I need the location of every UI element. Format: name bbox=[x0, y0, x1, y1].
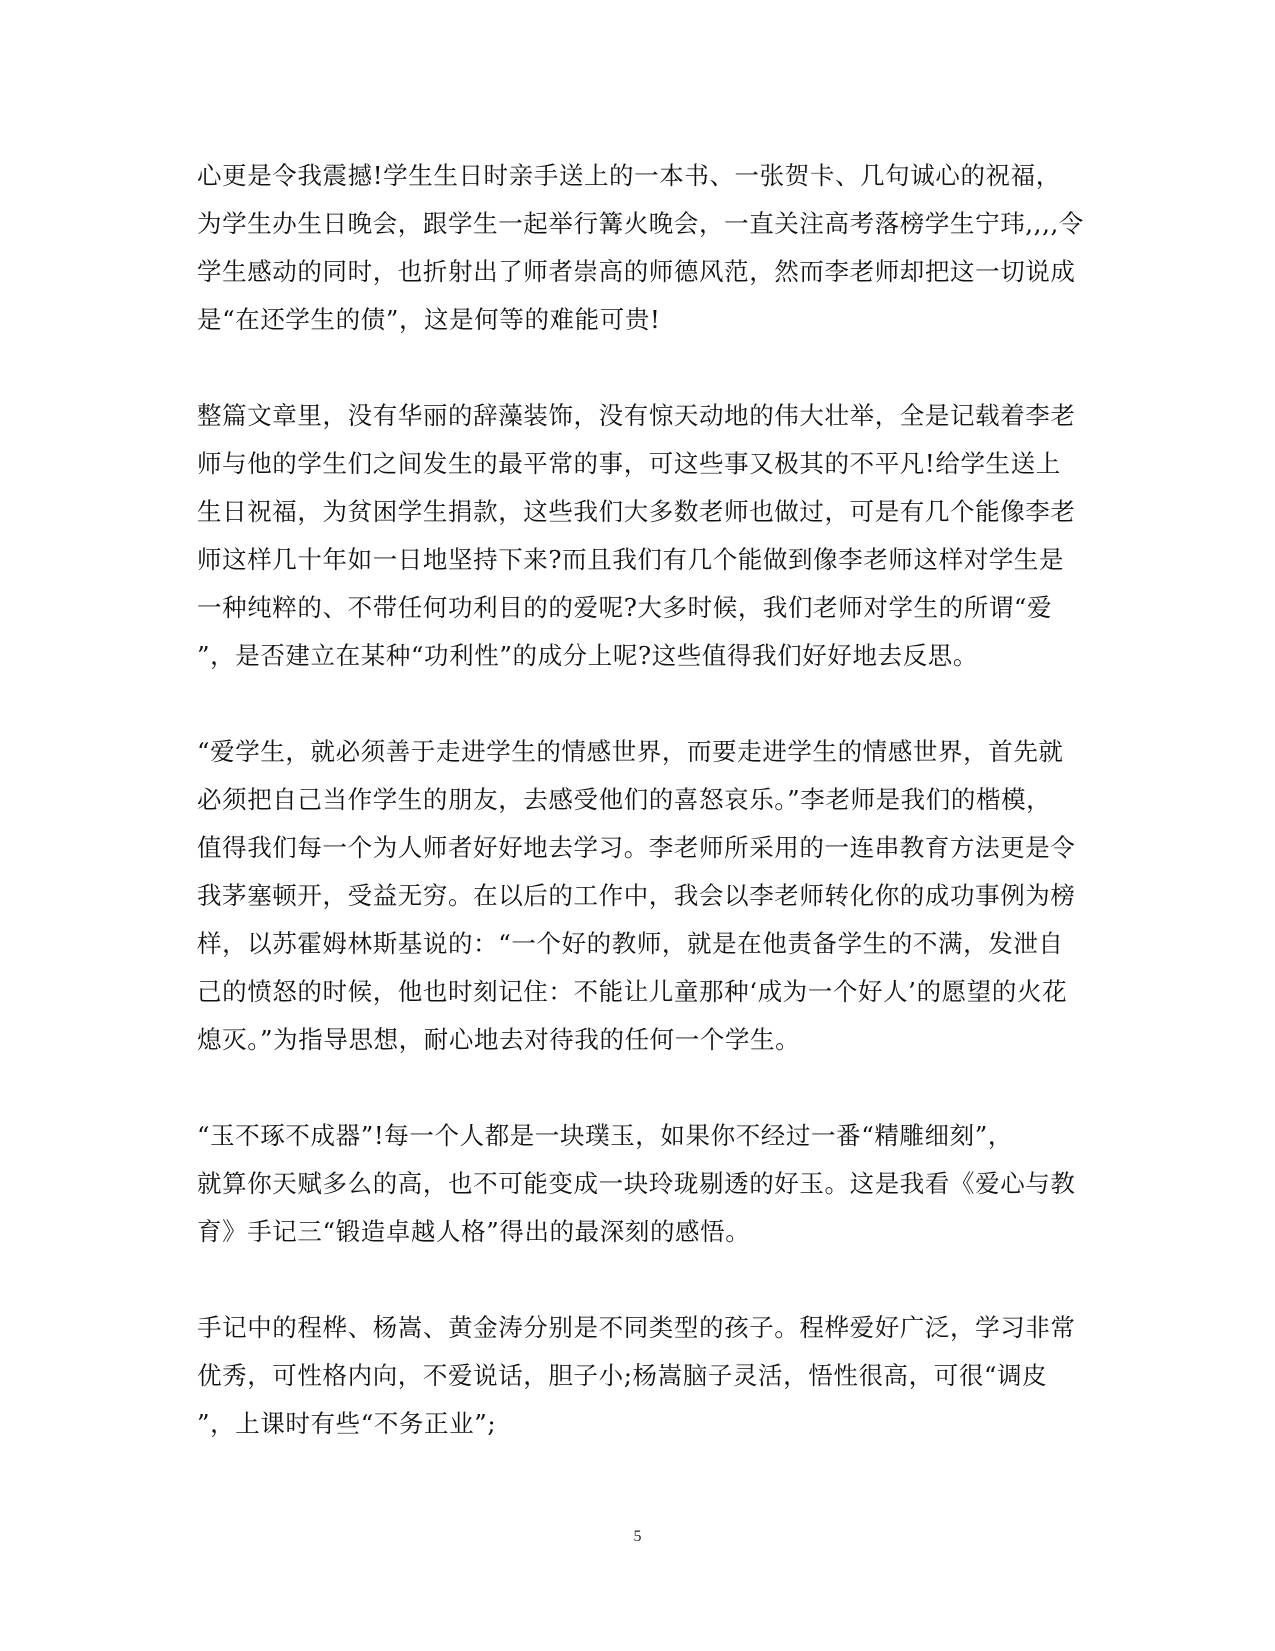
text-line: 生日祝福，为贫困学生捐款，这些我们大多数老师也做过，可是有几个能像李老 bbox=[197, 497, 1076, 526]
text-line: 熄灭。”为指导思想，耐心地去对待我的任何一个学生。 bbox=[197, 1025, 801, 1054]
text-line: “玉不琢不成器”!每一个人都是一块璞玉，如果你不经过一番“精雕细刻”， bbox=[197, 1121, 1013, 1150]
text-line: 手记中的程桦、杨嵩、黄金涛分别是不同类型的孩子。程桦爱好广泛，学习非常 bbox=[197, 1313, 1076, 1342]
text-line: 样，以苏霍姆林斯基说的：“一个好的教师，就是在他责备学生的不满，发泄自 bbox=[197, 929, 1064, 958]
text-line: 就算你天赋多么的高，也不可能变成一块玲珑剔透的好玉。这是我看《爱心与教 bbox=[197, 1169, 1076, 1198]
text-line: 必须把自己当作学生的朋友，去感受他们的喜怒哀乐。”李老师是我们的楷模， bbox=[197, 785, 1052, 814]
paragraph-3 bbox=[197, 728, 1077, 1064]
paragraph-4 bbox=[197, 1112, 1077, 1256]
text-line: 我茅塞顿开，受益无穷。在以后的工作中，我会以李老师转化你的成功事例为榜 bbox=[197, 881, 1076, 910]
paragraph-5 bbox=[197, 1304, 1077, 1448]
text-line: 整篇文章里，没有华丽的辞藻装饰，没有惊天动地的伟大壮举，全是记载着李老 bbox=[197, 401, 1076, 430]
text-line: 值得我们每一个为人师者好好地去学习。李老师所采用的一连串教育方法更是令 bbox=[197, 833, 1076, 862]
text-line: 师这样几十年如一日地坚持下来?而且我们有几个能做到像李老师这样对学生是 bbox=[197, 545, 1065, 574]
text-line: 师与他的学生们之间发生的最平常的事，可这些事又极其的不平凡!给学生送上 bbox=[197, 449, 1061, 478]
text-line: 一种纯粹的、不带任何功利目的的爱呢?大多时候，我们老师对学生的所谓“爱 bbox=[197, 593, 1053, 622]
text-line: ”，是否建立在某种“功利性”的成分上呢?这些值得我们好好地去反思。 bbox=[197, 641, 979, 670]
paragraph-1 bbox=[197, 152, 1084, 344]
text-line: 优秀，可性格内向，不爱说话，胆子小;杨嵩脑子灵活，悟性很高，可很“调皮 bbox=[197, 1361, 1048, 1390]
body-text bbox=[197, 152, 1084, 1496]
text-line: 心更是令我震撼!学生生日时亲手送上的一本书、一张贺卡、几句诚心的祝福， bbox=[197, 161, 1061, 190]
text-line: 学生感动的同时，也折射出了师者崇高的师德风范，然而李老师却把这一切说成 bbox=[197, 257, 1076, 286]
text-line: ”，上课时有些“不务正业”; bbox=[197, 1409, 497, 1438]
text-line: “爱学生，就必须善于走进学生的情感世界，而要走进学生的情感世界，首先就 bbox=[197, 737, 1064, 766]
text-line: 为学生办生日晚会，跟学生一起举行篝火晚会，一直关注高考落榜学生宁玮,,,,令 bbox=[197, 209, 1084, 238]
text-line: 育》手记三“锻造卓越人格”得出的最深刻的感悟。 bbox=[197, 1217, 751, 1246]
page-number: 5 bbox=[633, 1528, 642, 1545]
paragraph-2 bbox=[197, 392, 1077, 680]
text-line: 己的愤怒的时候，他也时刻记住：不能让儿童那种‘成为一个好人’的愿望的火花 bbox=[197, 977, 1068, 1006]
text-line: 是“在还学生的债”，这是何等的难能可贵! bbox=[197, 305, 661, 334]
